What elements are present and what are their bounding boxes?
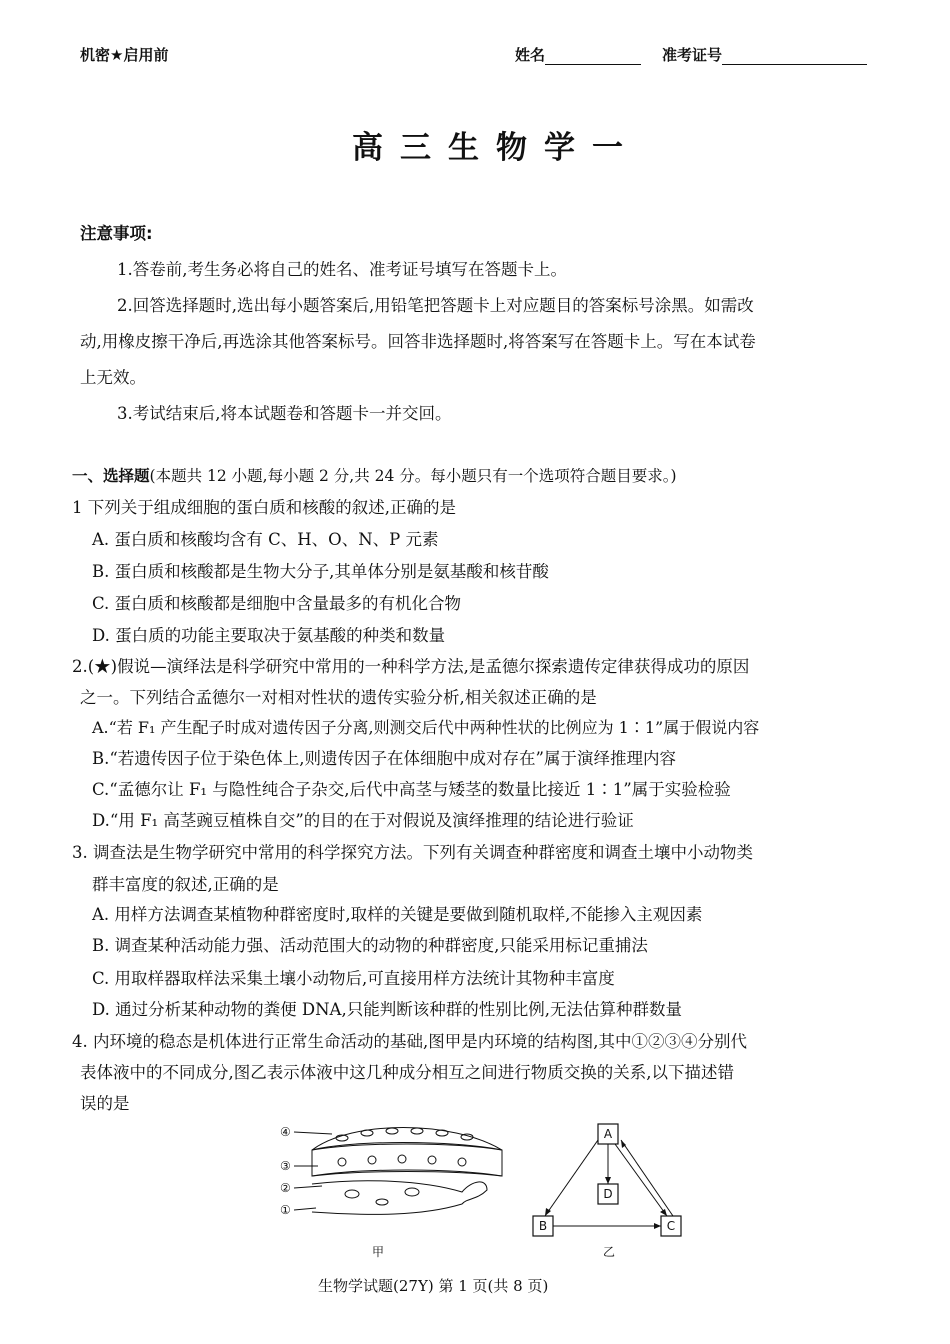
tissue-cell-region: [312, 1181, 487, 1215]
question-3-option-b: B. 调查某种活动能力强、活动范围大的动物的种群密度,只能采用标记重捕法: [92, 936, 648, 955]
question-2-stem-1: 2.(★)假说—演绎法是科学研究中常用的一种科学方法,是孟德尔探索遗传定律获得成功的原因: [72, 657, 750, 676]
label-2: ②: [280, 1181, 291, 1195]
question-3-stem-1: 3. 调查法是生物学研究中常用的科学探究方法。下列有关调查种群密度和调查土壤中小动物类: [72, 843, 753, 862]
question-1-option-c: C. 蛋白质和核酸都是细胞中含量最多的有机化合物: [92, 594, 462, 613]
figure-jia-caption: 甲: [372, 1245, 385, 1259]
question-2-stem-2: 之一。下列结合孟德尔一对相对性状的遗传实验分析,相关叙述正确的是: [80, 688, 597, 707]
section-desc: (本题共 12 小题,每小题 2 分,共 24 分。每小题只有一个选项符合题目要求。): [149, 467, 677, 485]
name-field: [515, 44, 641, 65]
notice-item-3: 3.考试结束后,将本试题卷和答题卡一并交回。: [117, 404, 452, 423]
question-3-stem-2: 群丰富度的叙述,正确的是: [92, 875, 279, 894]
label-3: ③: [280, 1159, 291, 1173]
arrow-c-a: [621, 1140, 673, 1216]
figure-yi-caption: 乙: [602, 1245, 616, 1259]
section-title: 一、选择题: [72, 467, 150, 485]
page-footer: 生物学试题(27Y) 第 1 页(共 8 页): [318, 1277, 549, 1295]
notice-item-2-end: 上无效。: [80, 368, 146, 387]
question-4-stem-3: 误的是: [80, 1094, 130, 1113]
ticket-blank: [722, 48, 867, 65]
question-1-option-b: B. 蛋白质和核酸都是生物大分子,其单体分别是氨基酸和核苷酸: [92, 562, 549, 581]
question-2-option-c: C.“孟德尔让 F₁ 与隐性纯合子杂交,后代中高茎与矮茎的数量比接近 1∶1”属于实验检验: [92, 780, 731, 799]
notice-item-1: 1.答卷前,考生务必将自己的姓名、准考证号填写在答题卡上。: [117, 260, 567, 279]
question-4-stem-2: 表体液中的不同成分,图乙表示体液中这几种成分相互之间进行物质交换的关系,以下描述错: [80, 1063, 734, 1082]
question-3-option-c: C. 用取样器取样法采集土壤小动物后,可直接用样方法统计其物种丰富度: [92, 969, 615, 988]
page-title: 高三生物学一: [352, 130, 640, 166]
name-blank: [545, 48, 641, 65]
node-a: A: [603, 1127, 613, 1141]
question-2-option-a: A.“若 F₁ 产生配子时成对遗传因子分离,则测交后代中两种性状的比例应为 1∶1”属于假说内容: [92, 718, 760, 737]
question-3-option-d: D. 通过分析某种动物的粪便 DNA,只能判断该种群的性别比例,无法估算种群数量: [92, 1000, 682, 1019]
question-2-option-d: D.“用 F₁ 高茎豌豆植株自交”的目的在于对假说及演绎推理的结论进行验证: [92, 811, 634, 830]
node-c: C: [666, 1219, 676, 1233]
section-heading: [72, 466, 677, 486]
notice-heading: 注意事项:: [80, 224, 153, 243]
node-d: D: [603, 1187, 613, 1201]
name-label: 姓名: [515, 46, 546, 64]
question-4-stem-1: 4. 内环境的稳态是机体进行正常生命活动的基础,图甲是内环境的结构图,其中①②③④分别代: [72, 1032, 747, 1051]
notice-item-2: 2.回答选择题时,选出每小题答案后,用铅笔把答题卡上对应题目的答案标号涂黑。如需改: [117, 296, 754, 315]
question-3-option-a: A. 用样方法调查某植物种群密度时,取样的关键是要做到随机取样,不能掺入主观因素: [92, 905, 703, 924]
figure-jia: [272, 1120, 512, 1260]
ticket-label: 准考证号: [662, 46, 723, 64]
label-4: ④: [280, 1125, 291, 1139]
question-2-option-b: B.“若遗传因子位于染色体上,则遗传因子在体细胞中成对存在”属于演绎推理内容: [92, 749, 676, 768]
node-b: B: [538, 1219, 548, 1233]
arrow-a-b: [545, 1140, 598, 1216]
notice-item-2-cont: 动,用橡皮擦干净后,再选涂其他答案标号。回答非选择题时,将答案写在答题卡上。写在本试卷: [80, 332, 756, 351]
question-1-option-a: A. 蛋白质和核酸均含有 C、H、O、N、P 元素: [92, 530, 439, 549]
ticket-field: [662, 44, 867, 65]
figure-yi: [525, 1120, 695, 1260]
question-1-stem: 1 下列关于组成细胞的蛋白质和核酸的叙述,正确的是: [72, 498, 456, 517]
confidential-label: 机密★启用前: [80, 46, 169, 64]
arrow-a-c: [615, 1144, 667, 1216]
question-1-option-d: D. 蛋白质的功能主要取决于氨基酸的种类和数量: [92, 626, 446, 645]
label-1: ①: [280, 1203, 291, 1217]
